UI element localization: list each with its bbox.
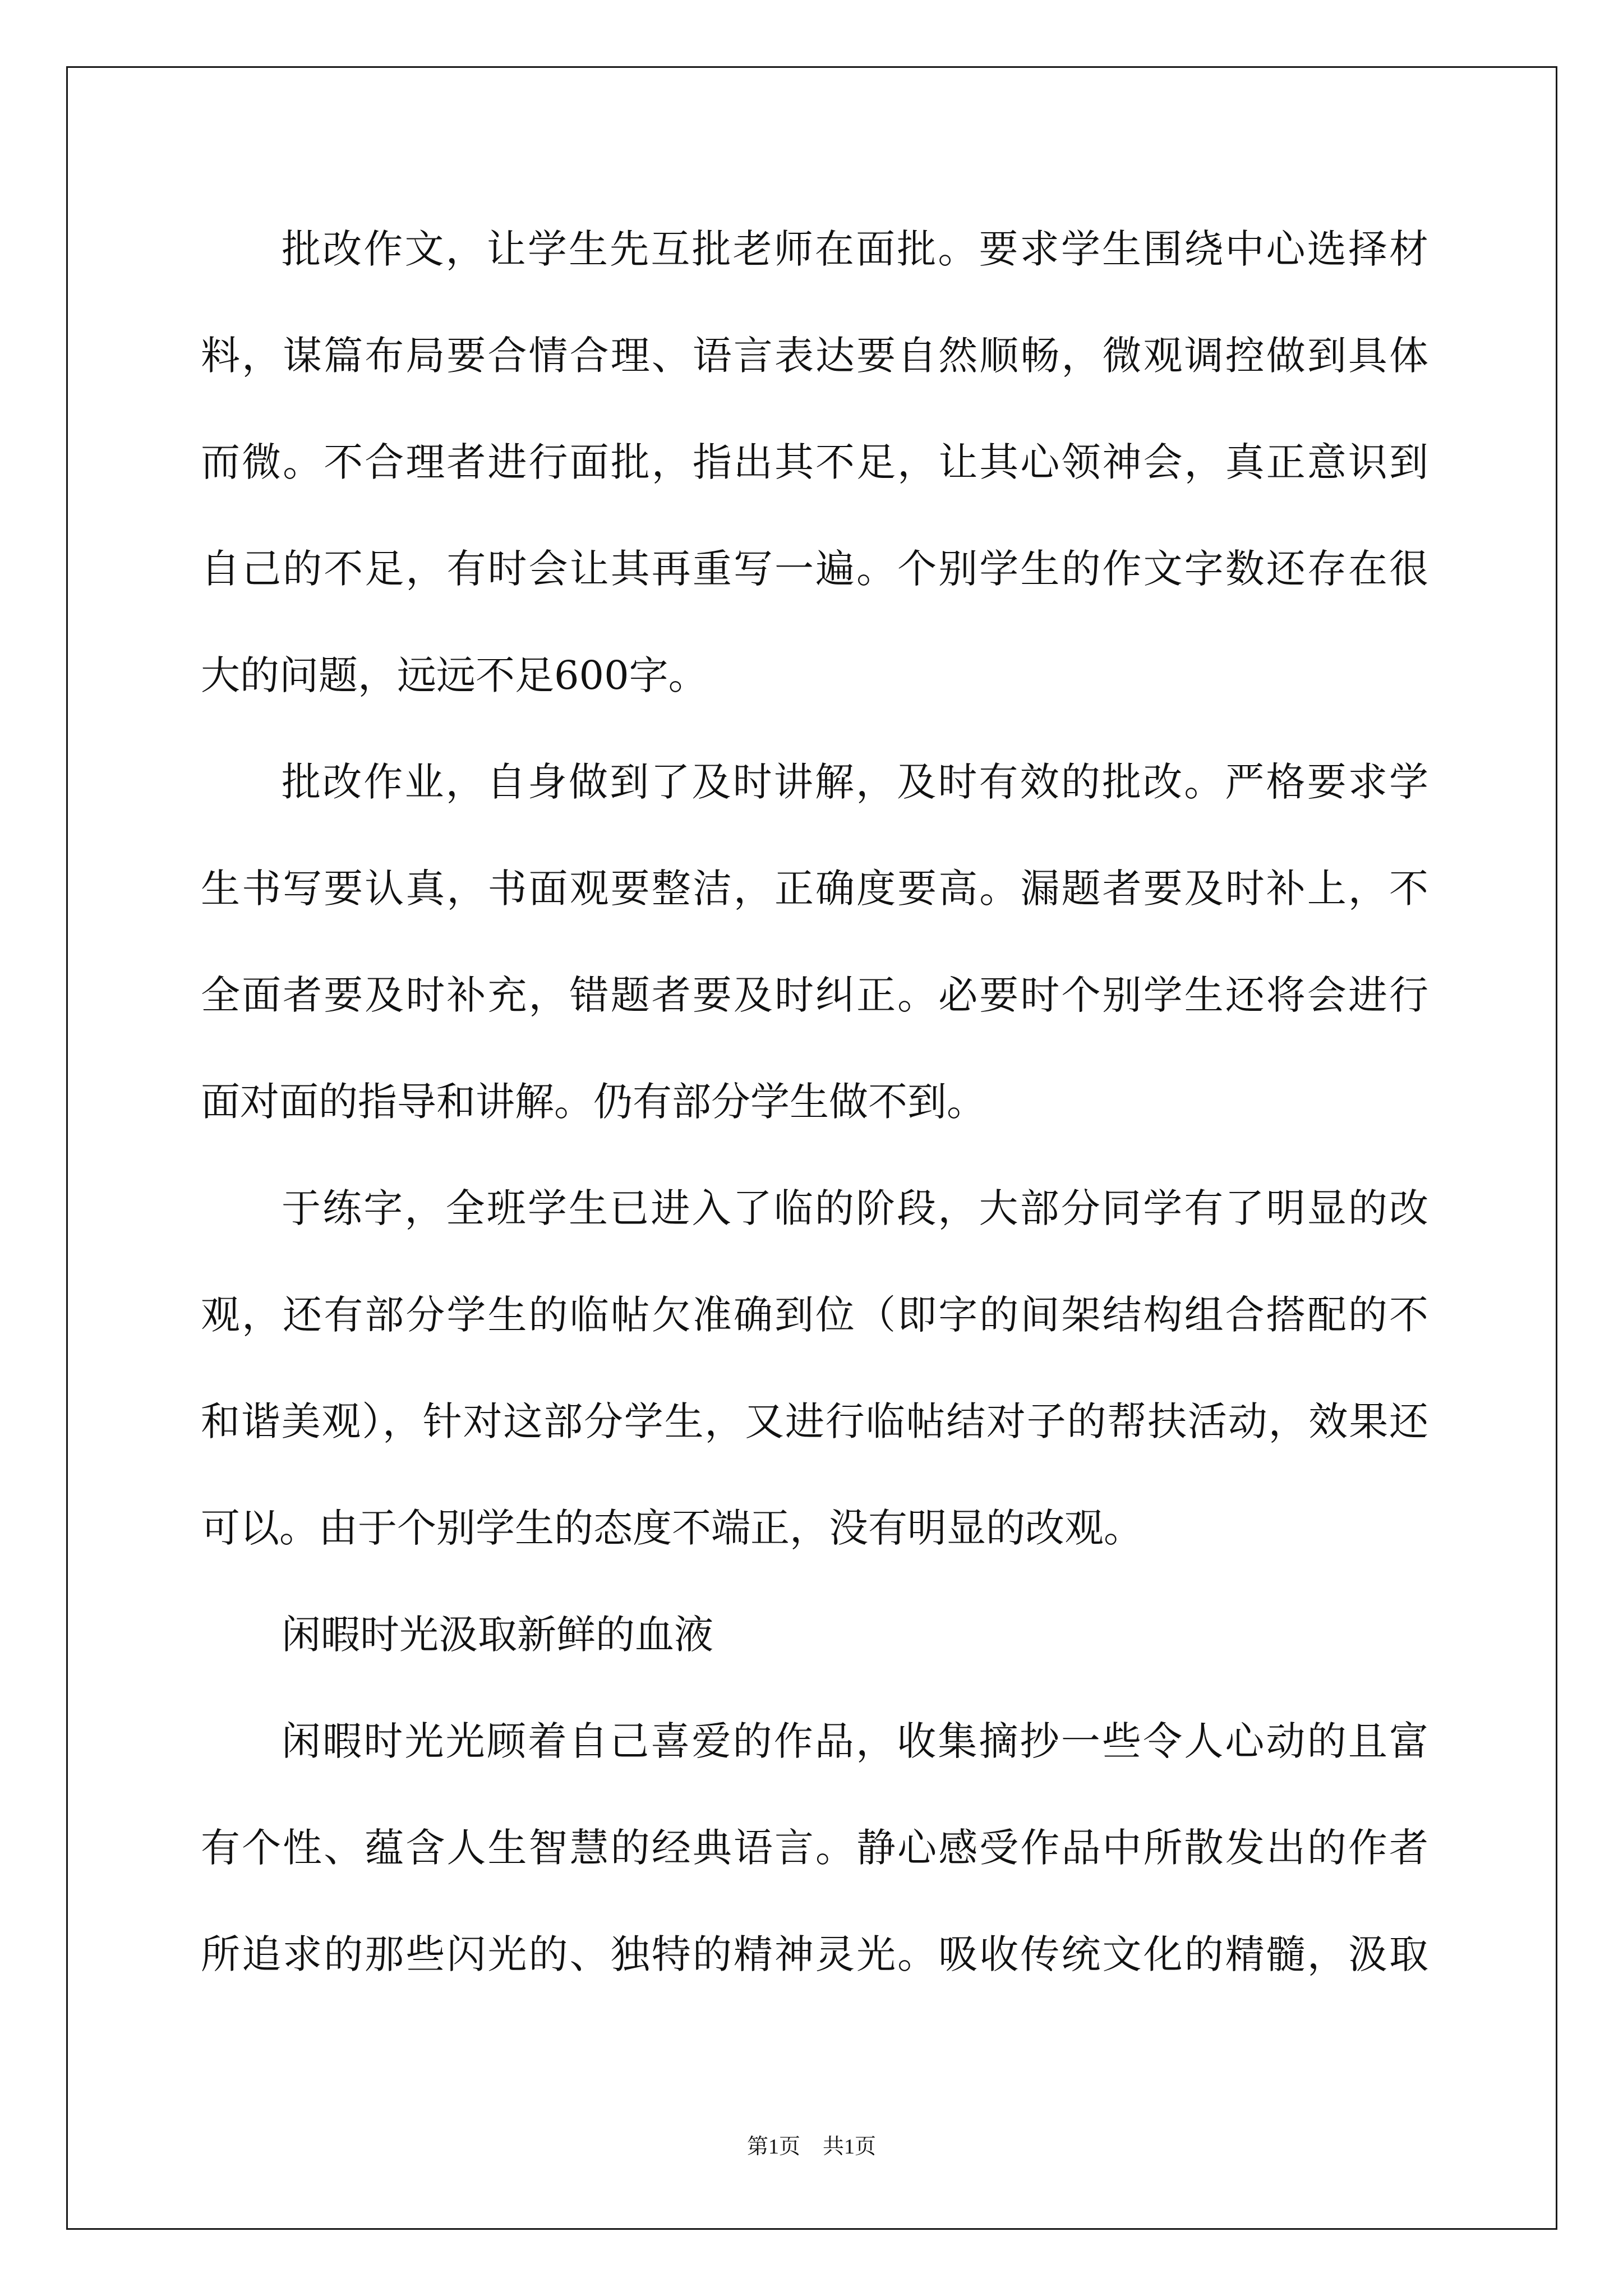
document-body bbox=[201, 196, 1428, 2008]
section-heading-text: 闲暇时光汲取新鲜的血液 bbox=[282, 1612, 713, 1658]
section-heading bbox=[201, 1581, 1428, 1688]
paragraph-calligraphy bbox=[201, 1155, 1428, 1581]
text-line: 料，谋篇布局要合情合理、语言表达要自然顺畅，微观调控做到具体 bbox=[201, 333, 1428, 379]
page-number: 第1页 bbox=[746, 2135, 800, 2159]
text-line: 自己的不足，有时会让其再重写一遍。个别学生的作文字数还存在很 bbox=[201, 546, 1428, 592]
text-line: 闲暇时光光顾着自己喜爱的作品，收集摘抄一些令人心动的且富 bbox=[282, 1718, 1428, 1764]
paragraph-leisure-reading bbox=[201, 1688, 1428, 2008]
text-line: 大的问题，远远不足600字。 bbox=[201, 652, 708, 698]
text-line: 全面者要及时补充，错题者要及时纠正。必要时个别学生还将会进行 bbox=[201, 972, 1428, 1018]
page-total: 共1页 bbox=[823, 2135, 877, 2159]
text-line: 批改作业，自身做到了及时讲解，及时有效的批改。严格要求学 bbox=[282, 759, 1428, 805]
text-line: 观，还有部分学生的临帖欠准确到位（即字的间架结构组合搭配的不 bbox=[201, 1292, 1428, 1338]
text-line: 和谐美观），针对这部分学生，又进行临帖结对子的帮扶活动，效果还 bbox=[201, 1398, 1428, 1444]
text-line: 面对面的指导和讲解。仍有部分学生做不到。 bbox=[201, 1079, 986, 1125]
page-footer bbox=[0, 2134, 1623, 2159]
paragraph-homework-correction bbox=[201, 729, 1428, 1155]
paragraph-essay-correction bbox=[201, 196, 1428, 729]
text-line: 批改作文，让学生先互批老师在面批。要求学生围绕中心选择材 bbox=[282, 226, 1428, 272]
text-line: 可以。由于个别学生的态度不端正，没有明显的改观。 bbox=[201, 1505, 1143, 1551]
text-line: 有个性、蕴含人生智慧的经典语言。静心感受作品中所散发出的作者 bbox=[201, 1825, 1428, 1871]
text-line: 所追求的那些闪光的、独特的精神灵光。吸收传统文化的精髓，汲取 bbox=[201, 1931, 1428, 1977]
text-line: 而微。不合理者进行面批，指出其不足，让其心领神会，真正意识到 bbox=[201, 439, 1428, 485]
text-line: 于练字，全班学生已进入了临的阶段，大部分同学有了明显的改 bbox=[282, 1185, 1428, 1231]
text-line: 生书写要认真，书面观要整洁，正确度要高。漏题者要及时补上，不 bbox=[201, 866, 1428, 912]
